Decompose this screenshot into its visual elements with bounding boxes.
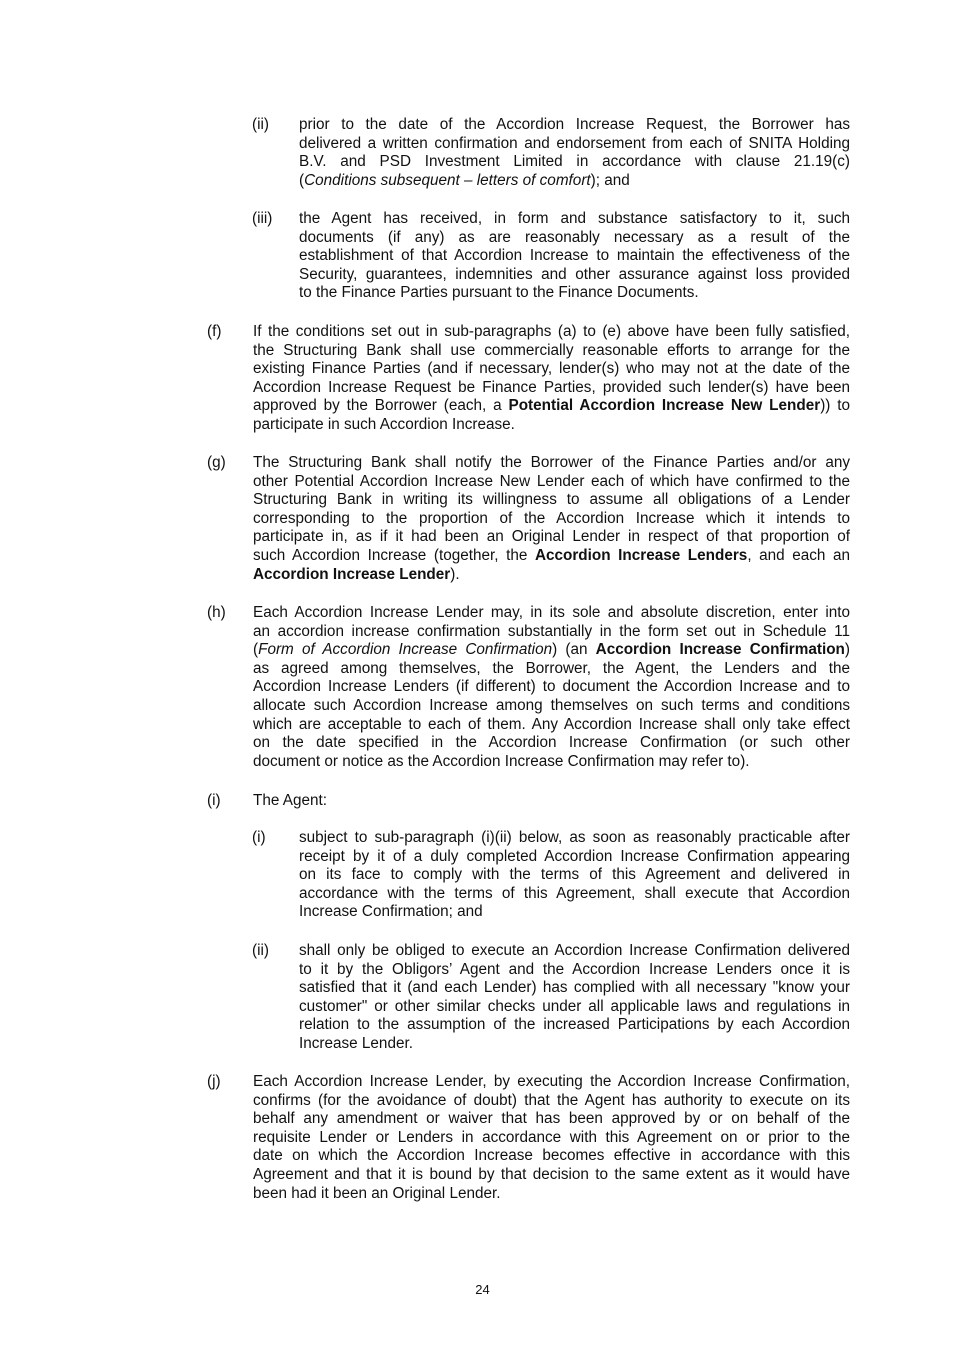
text-line: on its face to comply with the terms of this Agreement and delivered in bbox=[299, 866, 850, 884]
text-line: Increase Lender. bbox=[299, 1034, 413, 1052]
text-line: Increase Confirmation; and bbox=[299, 903, 483, 921]
text-line: receipt by it of a duly completed Accordion Increase Confirmation appearing bbox=[299, 847, 850, 865]
clause-label: (j) bbox=[207, 1073, 221, 1090]
text-fragment: ) (an bbox=[552, 641, 596, 659]
clause-text bbox=[253, 604, 850, 771]
defined-term: Accordion Increase Lenders bbox=[534, 546, 748, 564]
clause-h bbox=[207, 604, 850, 771]
text-line: other Potential Accordion Increase New Lender each of which have confirmed to the bbox=[253, 472, 850, 490]
text-line: the Structuring Bank shall use commercially reasonable efforts to arrange for the bbox=[253, 341, 850, 359]
clause-label: (ii) bbox=[252, 942, 269, 959]
text-line: the Agent has received, in form and substance satisfactory to it, such bbox=[299, 210, 850, 227]
text-line: allocate such Accordion Increase among themselves on such terms and conditions bbox=[253, 696, 850, 714]
text-line: The Agent: bbox=[253, 792, 327, 809]
text-line: existing Finance Parties (and if necessary, lender(s) who may not at the date of the bbox=[253, 360, 850, 378]
text-line: which are acceptable to each of them. Any Accordion Increase shall only take effect bbox=[253, 715, 850, 733]
clause-i-ii bbox=[252, 942, 850, 1054]
text-line: requisite Lender or Lenders in accordance with this Agreement on or prior to the bbox=[253, 1128, 850, 1146]
text-line: If the conditions set out in sub-paragraphs (a) to (e) above have been fully satisfied, bbox=[253, 323, 850, 340]
text-fragment: ( bbox=[253, 641, 259, 659]
text-line: behalf any amendment or waiver that has been approved by or on behalf of the bbox=[253, 1110, 850, 1128]
text-line: Accordion Increase Request be Finance Parties, provided such lender(s) have been bbox=[253, 378, 850, 396]
clause-i bbox=[207, 792, 850, 811]
text-line: delivered a written confirmation and endorsement from each of SNITA Holding bbox=[299, 134, 850, 152]
text-fragment: ( bbox=[299, 171, 305, 189]
text-line: shall only be obliged to execute an Accordion Increase Confirmation delivered bbox=[299, 942, 850, 959]
text-line: Agreement and that it is bound by that decision to the same extent as it would have bbox=[253, 1165, 850, 1183]
text-line: to it by the Obligors’ Agent and the Accordion Increase Lenders once it is bbox=[299, 960, 850, 978]
clause-text bbox=[253, 454, 850, 584]
text-line: accordance with the terms of this Agreement, shall execute that Accordion bbox=[299, 884, 850, 902]
defined-term: Accordion Increase Lender bbox=[253, 565, 451, 583]
clause-g bbox=[207, 454, 850, 584]
text-line: been had it been an Original Lender. bbox=[253, 1184, 501, 1202]
text-line: participate in, as if it had been an Original Lender in respect of that proportion of bbox=[253, 528, 850, 546]
defined-term: Accordion Increase Confirmation bbox=[595, 641, 845, 659]
text-fragment: , and each an bbox=[747, 546, 851, 564]
text-line: establishment of that Accordion Increase to maintain the effectiveness of the bbox=[299, 247, 850, 265]
text-line: satisfied that it (and each Lender) has complied with all necessary "know your bbox=[299, 979, 850, 997]
text-line: Each Accordion Increase Lender may, in its sole and absolute discretion, enter into bbox=[253, 604, 850, 621]
text-fragment: ) bbox=[844, 641, 850, 659]
clause-label: (g) bbox=[207, 454, 226, 471]
clause-text bbox=[253, 323, 850, 435]
clause-text bbox=[299, 829, 850, 922]
text-line: subject to sub-paragraph (i)(ii) below, as soon as reasonably practicable after bbox=[299, 829, 850, 846]
italic-reference: Form of Accordion Increase Confirmation bbox=[258, 641, 553, 659]
clause-label: (h) bbox=[207, 604, 226, 621]
defined-term: Potential Accordion Increase New Lender bbox=[508, 397, 821, 415]
text-fragment: ); and bbox=[590, 171, 630, 189]
clause-label: (i) bbox=[207, 792, 221, 809]
text-line: date on which the Accordion Increase becomes effective in accordance with this bbox=[253, 1147, 850, 1165]
text-fragment: ). bbox=[450, 565, 460, 583]
clause-f bbox=[207, 323, 850, 435]
clause-text bbox=[299, 210, 850, 303]
clause-text bbox=[299, 942, 850, 1054]
text-line bbox=[253, 397, 850, 416]
clause-label: (iii) bbox=[252, 210, 273, 227]
text-line: as agreed among themselves, the Borrower, the Agent, the Lenders and the bbox=[253, 659, 850, 677]
text-line: The Structuring Bank shall notify the Borrower of the Finance Parties and/or any bbox=[253, 454, 850, 471]
text-line: Accordion Increase Lenders (if different) to document the Accordion Increase and to bbox=[253, 678, 850, 696]
text-line: relation to the assumption of the increased Participations by each Accordion bbox=[299, 1016, 850, 1034]
text-line: Security, guarantees, indemnities and other assurance against loss provided bbox=[299, 265, 850, 283]
text-line: documents (if any) as are reasonably necessary as a result of the bbox=[299, 228, 850, 246]
clause-text bbox=[299, 116, 850, 190]
text-line bbox=[299, 172, 850, 191]
text-line bbox=[253, 641, 850, 660]
clause-text bbox=[253, 792, 850, 811]
clause-label: (ii) bbox=[252, 116, 269, 133]
text-fragment: approved by the Borrower (each, a bbox=[253, 397, 509, 415]
clause-e-ii bbox=[252, 116, 850, 190]
text-line: Structuring Bank in writing its willingness to assume all obligations of a Lender bbox=[253, 491, 850, 509]
text-line: on the date specified in the Accordion Increase Confirmation (or such other bbox=[253, 734, 850, 752]
italic-reference: Conditions subsequent – letters of comfort bbox=[304, 171, 591, 189]
clause-j bbox=[207, 1073, 850, 1203]
text-line: prior to the date of the Accordion Increase Request, the Borrower has bbox=[299, 116, 850, 133]
text-line: customer" or other similar checks under all applicable laws and regulations in bbox=[299, 997, 850, 1015]
text-line: corresponding to the proportion of the Accordion Increase which it intends to bbox=[253, 509, 850, 527]
clause-label: (f) bbox=[207, 323, 222, 340]
text-line: document or notice as the Accordion Increase Confirmation may refer to). bbox=[253, 752, 750, 770]
text-line: participate in such Accordion Increase. bbox=[253, 415, 515, 433]
text-line: an accordion increase confirmation substantially in the form set out in Schedule 11 bbox=[253, 622, 850, 640]
clause-text bbox=[253, 1073, 850, 1203]
clause-e-iii bbox=[252, 210, 850, 303]
text-line: Each Accordion Increase Lender, by executing the Accordion Increase Confirmation, bbox=[253, 1073, 850, 1090]
clause-i-i bbox=[252, 829, 850, 922]
clause-label: (i) bbox=[252, 829, 266, 846]
text-line: confirms (for the avoidance of doubt) that the Agent has authority to execute on its bbox=[253, 1091, 850, 1109]
page-number: 24 bbox=[475, 1282, 490, 1297]
text-fragment: such Accordion Increase (together, the bbox=[253, 546, 535, 564]
text-line: to the Finance Parties pursuant to the Finance Documents. bbox=[299, 284, 699, 302]
text-line bbox=[253, 547, 850, 566]
text-fragment: )) to bbox=[820, 397, 851, 415]
text-line bbox=[253, 566, 850, 585]
text-line: B.V. and PSD Investment Limited in accordance with clause 21.19(c) bbox=[299, 153, 850, 171]
